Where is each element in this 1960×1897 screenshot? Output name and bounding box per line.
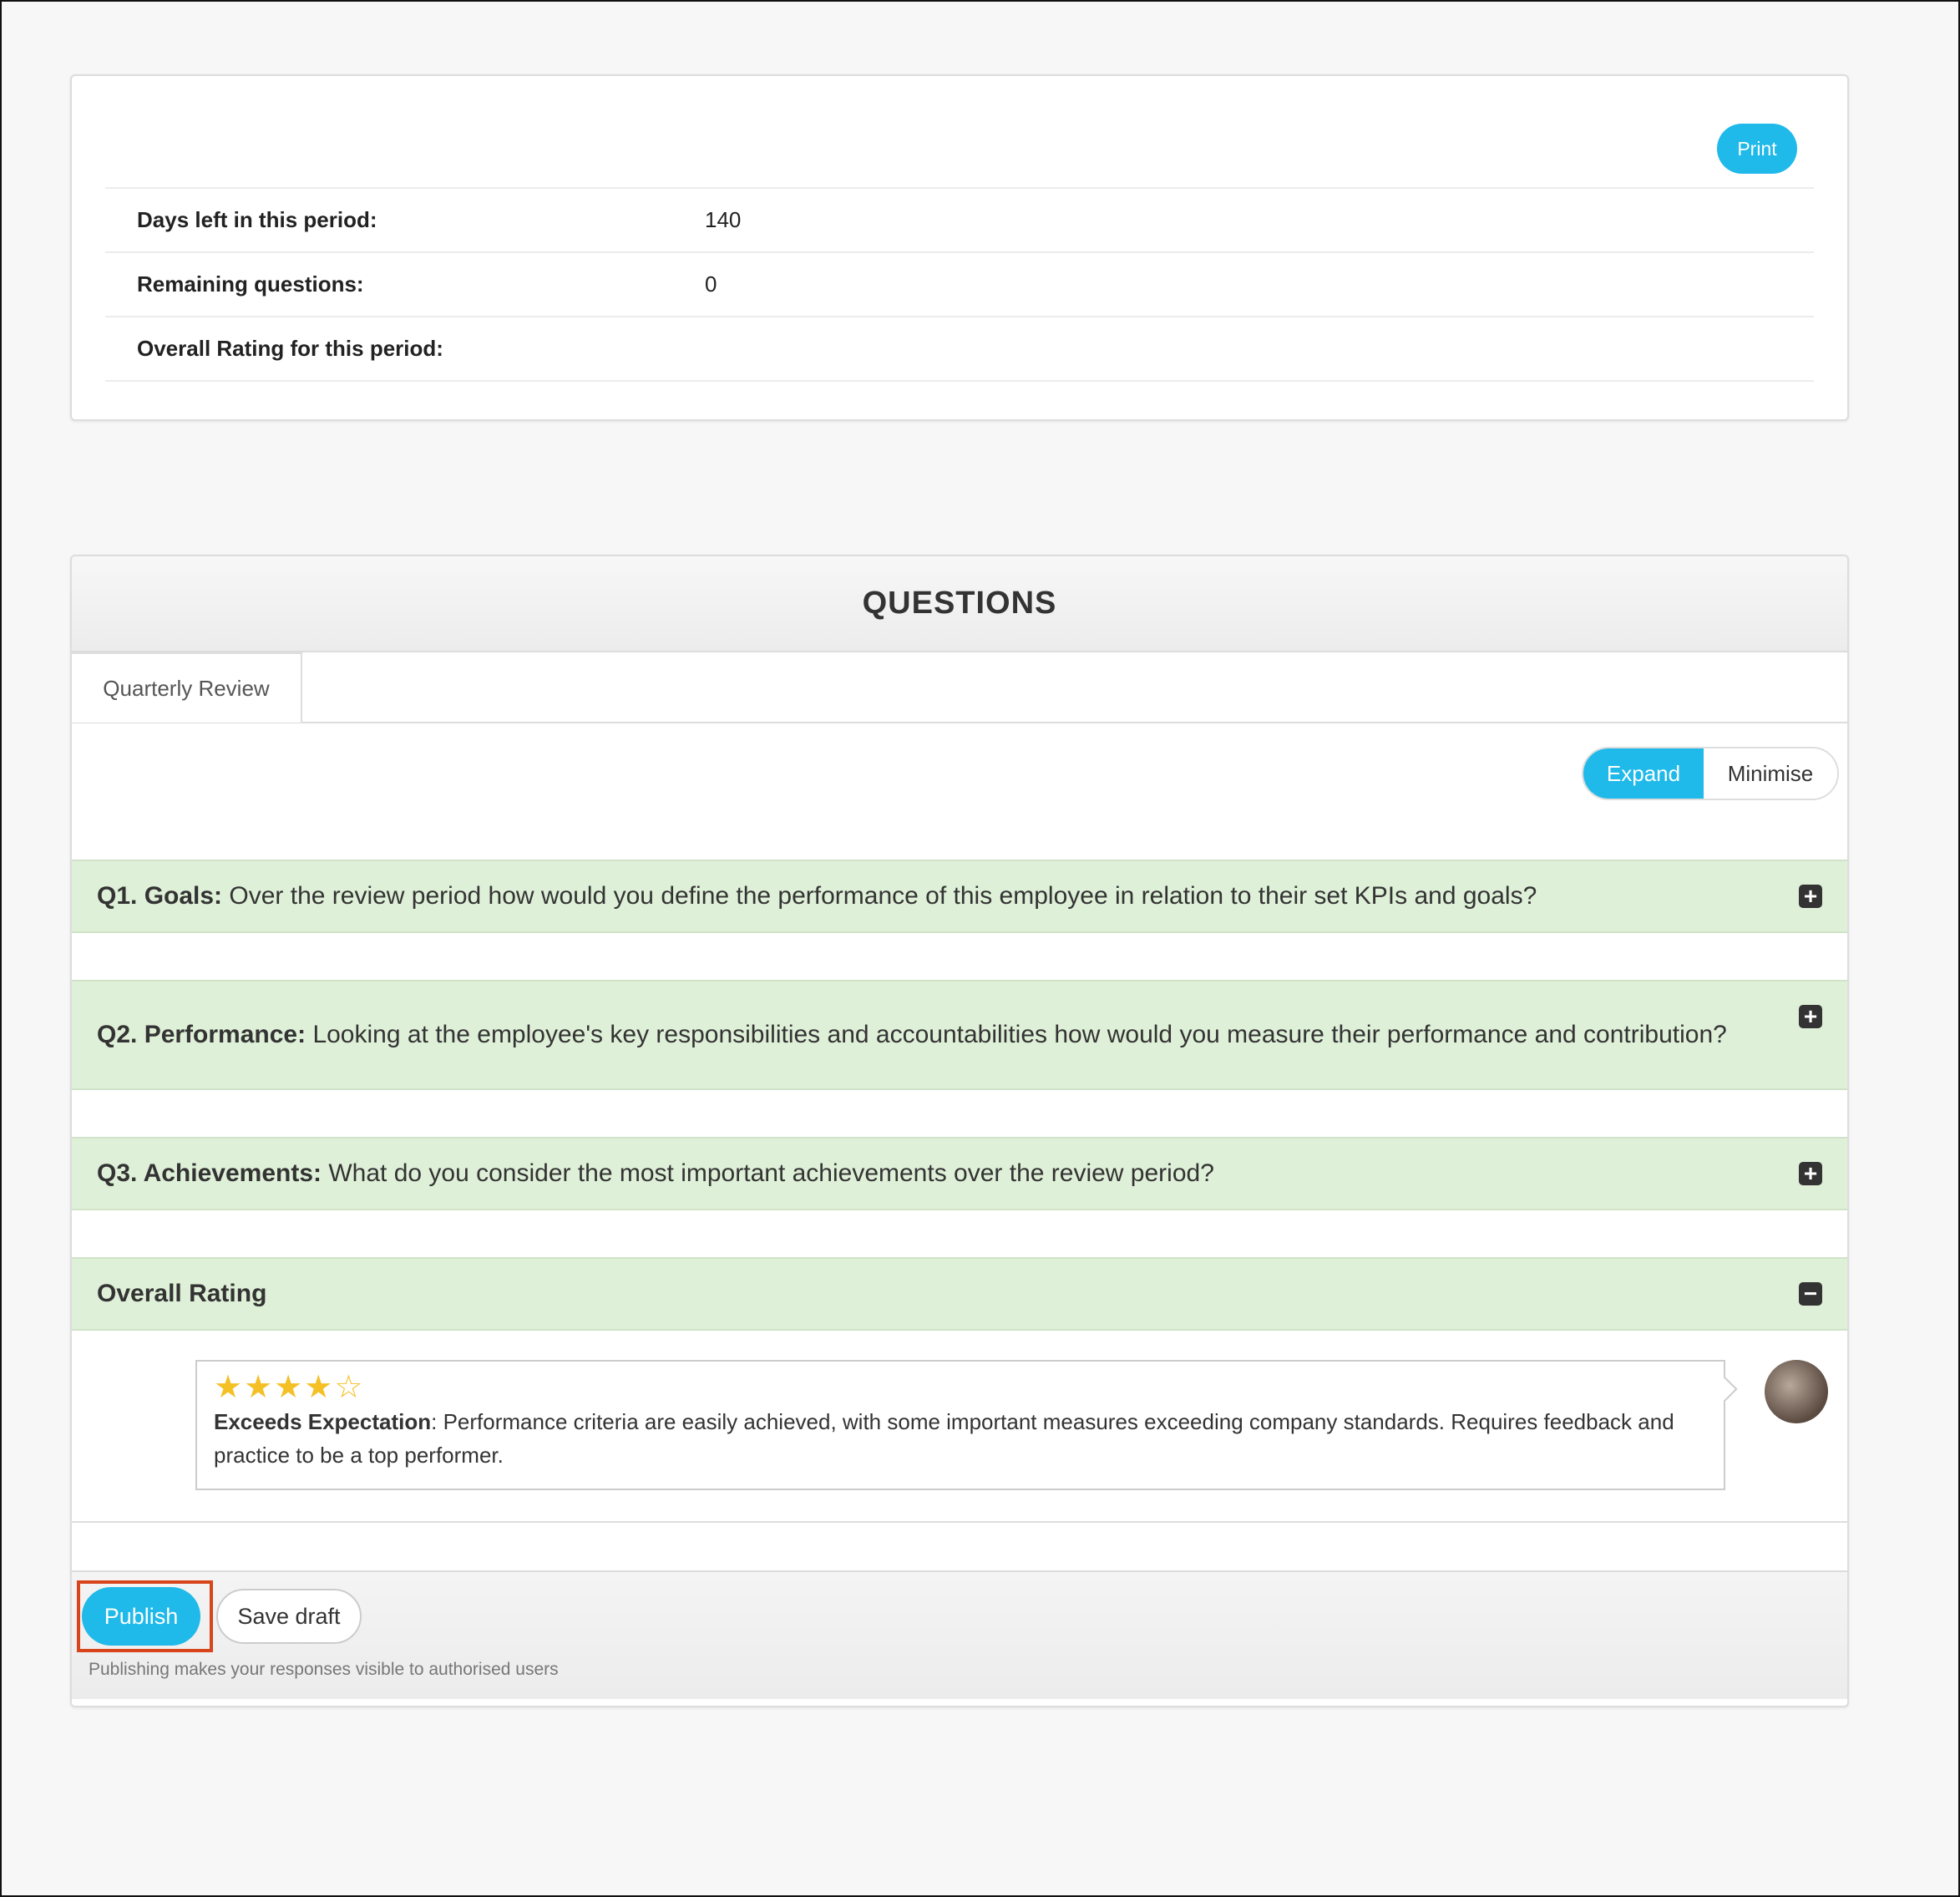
minus-square-icon[interactable]: −	[1799, 1282, 1822, 1306]
question-text	[97, 1017, 1727, 1053]
avatar	[1765, 1360, 1828, 1423]
question-body: Over the review period how would you define the performance of this employee in relation to their set KPIs and goals?	[229, 882, 1537, 910]
star-filled-icon: ★	[244, 1370, 275, 1405]
plus-square-icon[interactable]: +	[1799, 1162, 1822, 1185]
star-rating	[214, 1370, 1707, 1405]
question-body: Looking at the employee's key responsibilities and accountabilities how would you measure their performance and contribution?	[312, 1021, 1727, 1048]
question-text	[97, 878, 1537, 915]
plus-square-icon[interactable]: +	[1799, 1005, 1822, 1028]
question-q2[interactable]	[72, 980, 1847, 1090]
overall-rating-panel	[72, 1329, 1847, 1523]
stat-label: Overall Rating for this period:	[137, 336, 443, 361]
questions-title: QUESTIONS	[72, 556, 1847, 652]
question-title: Q3. Achievements:	[97, 1159, 322, 1187]
star-filled-icon: ★	[214, 1370, 245, 1405]
summary-stats	[105, 187, 1814, 382]
question-title: Q1. Goals:	[97, 882, 223, 910]
form-footer	[72, 1570, 1847, 1699]
expand-button[interactable]: Expand	[1583, 748, 1704, 799]
expand-minimise-toggle	[1582, 747, 1839, 800]
plus-square-icon[interactable]: +	[1799, 885, 1822, 908]
star-empty-icon: ☆	[334, 1370, 365, 1405]
tab-bar	[72, 652, 1847, 723]
stat-row-overall-rating	[105, 316, 1814, 382]
question-title: Q2. Performance:	[97, 1021, 306, 1048]
question-text	[97, 1276, 266, 1312]
question-overall-rating[interactable]	[72, 1257, 1847, 1331]
rating-text	[214, 1405, 1707, 1472]
publish-button[interactable]: Publish	[82, 1587, 200, 1646]
star-filled-icon: ★	[274, 1370, 305, 1405]
save-draft-button[interactable]: Save draft	[216, 1589, 362, 1644]
stat-row-remaining-questions	[105, 251, 1814, 316]
question-body: What do you consider the most important achievements over the review period?	[328, 1159, 1214, 1187]
rating-label: Exceeds Expectation	[214, 1409, 432, 1434]
question-text	[97, 1155, 1214, 1192]
stat-label: Remaining questions:	[137, 271, 364, 297]
rating-description: : Performance criteria are easily achieved, with some important measures exceeding company standards. Requires feedback and practice to be a top performer.	[214, 1409, 1674, 1468]
print-button[interactable]: Print	[1717, 124, 1797, 174]
stat-row-days-left	[105, 187, 1814, 251]
rating-comment-bubble	[195, 1360, 1725, 1490]
questions-card	[70, 555, 1849, 1707]
stat-value: 0	[705, 271, 717, 297]
publish-note: Publishing makes your responses visible to authorised users	[89, 1660, 559, 1679]
minimise-button[interactable]: Minimise	[1704, 748, 1837, 799]
summary-card	[70, 74, 1849, 421]
stat-label: Days left in this period:	[137, 207, 377, 232]
question-q1[interactable]	[72, 860, 1847, 933]
tab-quarterly-review[interactable]: Quarterly Review	[72, 652, 302, 723]
stat-value: 140	[705, 207, 742, 232]
star-filled-icon: ★	[304, 1370, 335, 1405]
question-q3[interactable]	[72, 1137, 1847, 1210]
question-title: Overall Rating	[97, 1280, 267, 1307]
